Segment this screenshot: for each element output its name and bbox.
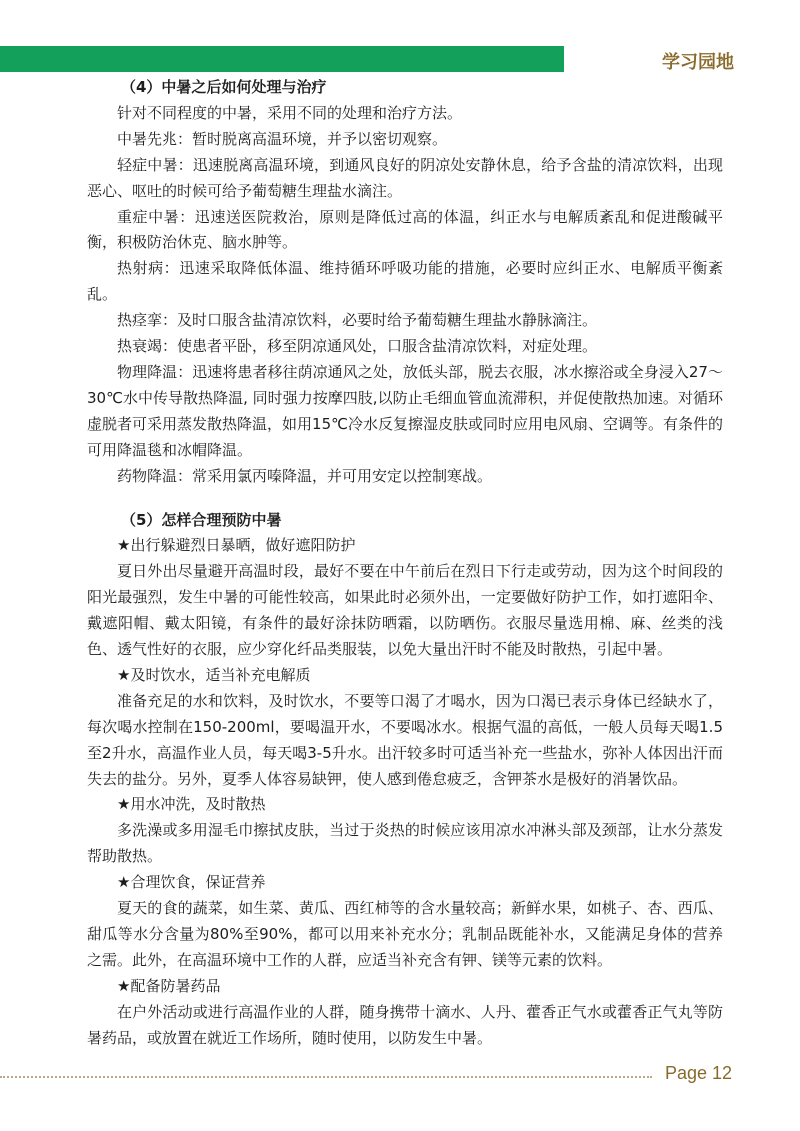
- tip-body-medicine: 在户外活动或进行高温作业的人群，随身携带十滴水、人丹、藿香正气水或藿香正气丸等防暑药品，或放置在就近工作场所，随时使用，以防发生中暑。: [87, 1002, 723, 1047]
- tip-title-medicine: ★配备防暑药品: [117, 976, 221, 995]
- paragraph-mild: 轻症中暑：迅速脱离高温环境，到通风良好的阴凉处安静休息，给予含盐的清凉饮料，出现恶心、呕吐的时候可给予葡萄糖生理盐水滴注。: [87, 155, 723, 200]
- paragraph-precursor: 中暑先兆：暂时脱离高温环境，并予以密切观察。: [117, 129, 448, 148]
- tip-title-diet: ★合理饮食，保证营养: [117, 873, 266, 892]
- tip-body-diet: 夏天的食的蔬菜，如生菜、黄瓜、西红柿等的含水量较高；新鲜水果，如桃子、杏、西瓜、甜瓜等水分含量为80%至90%，都可以用来补充水分；乳制品既能补水，又能满足身体的营养之需。此外，在高温环境中工作的人群，应适当补充含有钾、镁等元素的饮料。: [87, 899, 723, 969]
- tip-body-sun: 夏日外出尽量避开高温时段，最好不要在中午前后在烈日下行走或劳动，因为这个时间段的阳光最强烈，发生中暑的可能性较高，如果此时必须外出，一定要做好防护工作，如打遮阳伞、戴遮阳帽、戴太阳镜，有条件的最好涂抹防晒霜，以防晒伤。衣服尽量选用棉、麻、丝类的浅色、透气性好的衣服，应少穿化纤品类服装，以免大量出汗时不能及时散热，引起中暑。: [87, 562, 723, 659]
- paragraph-physical-cooling: 物理降温：迅速将患者移往荫凉通风之处，放低头部，脱去衣服，冰水擦浴或全身浸入27～30℃水中传导散热降温, 同时强力按摩四肢,以防止毛细血管血流滞积，并促使散热加速。对循环虚脱者可采用蒸发散热降温，如用15℃冷水反复擦湿皮肤或同时应用电风扇、空调等。有条件的可用降温毯和冰帽降温。: [87, 362, 723, 459]
- article-body: [87, 75, 723, 1052]
- page-number: Page 12: [664, 1063, 732, 1083]
- section-title: 学习园地: [662, 52, 734, 73]
- heading-prevention: （5）怎样合理预防中暑: [121, 510, 282, 529]
- tip-body-rinse: 多洗澡或多用湿毛巾擦拭皮肤，当过于炎热的时候应该用凉水冲淋头部及颈部，让水分蒸发帮助散热。: [87, 821, 723, 866]
- paragraph-heatstroke: 热射病：迅速采取降低体温、维持循环呼吸功能的措施，必要时应纠正水、电解质平衡紊乱。: [87, 259, 723, 304]
- tip-title-rinse: ★用水冲洗，及时散热: [117, 795, 266, 814]
- footer-divider: [0, 1076, 652, 1078]
- paragraph-drug-cooling: 药物降温：常采用氯丙嗪降温，并可用安定以控制寒战。: [117, 466, 493, 485]
- paragraph-heat-cramps: 热痉挛：及时口服含盐清凉饮料，必要时给予葡萄糖生理盐水静脉滴注。: [117, 311, 598, 330]
- header-accent-bar: [0, 46, 564, 72]
- tip-title-sun: ★出行躲避烈日暴晒，做好遮阳防护: [117, 536, 356, 555]
- tip-title-water: ★及时饮水，适当补充电解质: [117, 665, 311, 684]
- paragraph-heat-exhaustion: 热衰竭：使患者平卧，移至阴凉通风处，口服含盐清凉饮料，对症处理。: [117, 337, 598, 356]
- paragraph-intro: 针对不同程度的中暑，采用不同的处理和治疗方法。: [117, 103, 463, 122]
- paragraph-severe: 重症中暑：迅速送医院救治，原则是降低过高的体温，纠正水与电解质紊乱和促进酸碱平衡，积极防治休克、脑水肿等。: [87, 207, 723, 252]
- heading-treatment: （4）中暑之后如何处理与治疗: [121, 78, 327, 96]
- tip-body-water: 准备充足的水和饮料，及时饮水，不要等口渴了才喝水，因为口渴已表示身体已经缺水了，每次喝水控制在150-200ml，要喝温开水，不要喝冰水。根据气温的高低，一般人员每天喝1.5至2升水，高温作业人员，每天喝3-5升水。出汗较多时可适当补充一些盐水，弥补人体因出汗而失去的盐分。另外，夏季人体容易缺钾，使人感到倦怠疲乏，含钾茶水是极好的消暑饮品。: [87, 691, 723, 788]
